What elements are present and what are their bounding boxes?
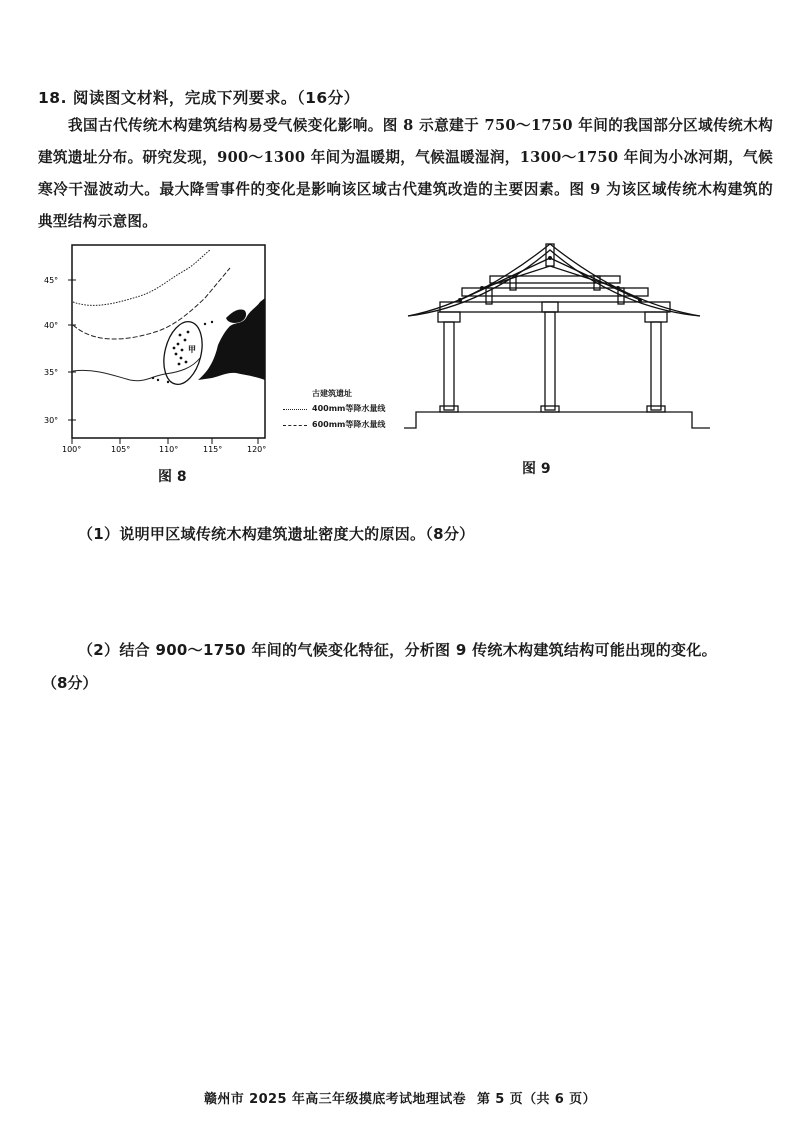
sub-question-2-score: （8分） — [42, 674, 98, 692]
question-material: 我国古代传统木构建筑结构易受气候变化影响。图 8 示意建于 750～1750 年间的我国部分区域传统木构建筑遗址分布。研究发现，900～1300 年间为温暖期，气候温暖湿润，1300～1750 年间为小冰河期，气候寒冷干湿波动大。最大降雪事件的变化是影响该区域古代建筑改造的主要因素。图 9 为该区域传统木构建筑的典型结构示意图。 — [38, 117, 773, 230]
figure-9-building — [400, 236, 720, 436]
lat-label: 40° — [44, 321, 59, 330]
legend-line-600-swatch — [283, 425, 307, 426]
figure-8-map — [40, 240, 280, 455]
legend-site: 古建筑遗址 — [312, 389, 352, 398]
question-title: 18. 阅读图文材料，完成下列要求。（16分） — [38, 89, 360, 107]
lat-label: 30° — [44, 416, 59, 425]
sub-question-2: （2）结合 900～1750 年间的气候变化特征，分析图 9 传统木构建筑结构可能出现的变化。 — [78, 641, 717, 659]
footer-page-number: 第 5 页（共 6 页） — [476, 1092, 596, 1107]
region-jia-label: 甲 — [188, 345, 196, 354]
lon-label: 110° — [159, 445, 179, 454]
legend-line-400-swatch — [283, 409, 307, 410]
footer-exam-title: 赣州市 2025 年高三年级摸底考试地理试卷 — [204, 1092, 467, 1107]
lon-label: 100° — [62, 445, 82, 454]
lon-label: 115° — [203, 445, 223, 454]
lon-label: 120° — [247, 445, 267, 454]
lat-label: 45° — [44, 276, 59, 285]
figure-9-caption: 图 9 — [522, 461, 551, 477]
figure-8-caption: 图 8 — [158, 469, 187, 485]
lat-label: 35° — [44, 368, 59, 377]
page-footer — [0, 1088, 800, 1107]
legend-line-400: 400mm等降水量线 — [312, 404, 386, 413]
lon-label: 105° — [111, 445, 131, 454]
legend-line-600: 600mm等降水量线 — [312, 420, 386, 429]
sub-question-1: （1）说明甲区域传统木构建筑遗址密度大的原因。（8分） — [78, 525, 475, 543]
